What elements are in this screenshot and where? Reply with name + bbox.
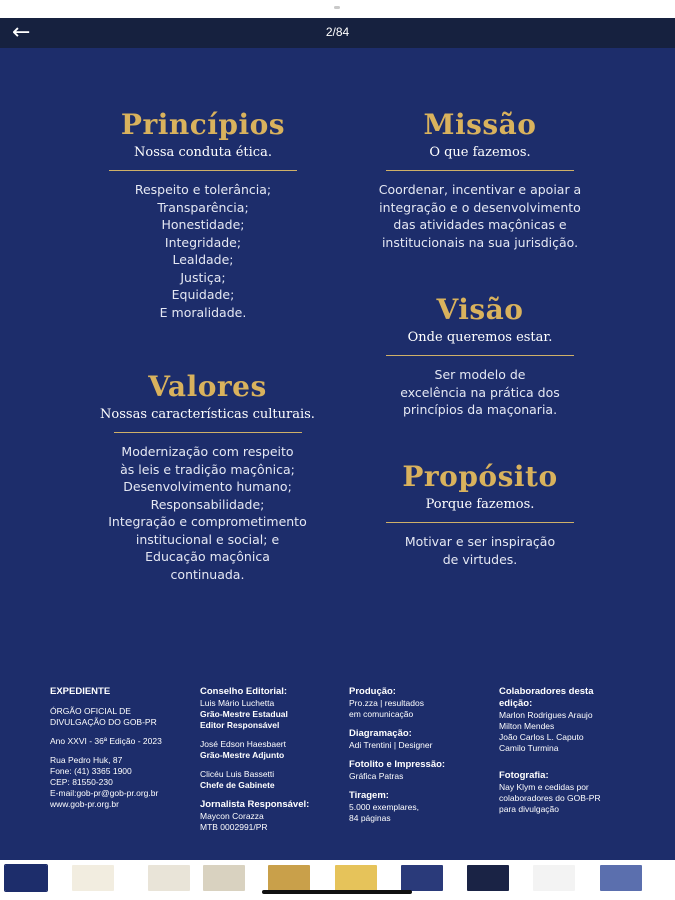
fotografia-heading: Fotografia: [499,770,549,781]
text-line: Pro.zza | resultados [349,698,424,708]
expediente-col-1 [50,686,190,810]
text-line: Adi Trentini | Designer [349,740,433,750]
text-line: Equidade; [171,287,235,302]
text-line: Transparência; [157,199,249,215]
producao-heading: Produção: [349,686,396,697]
visao-text [360,366,600,419]
text-line: Desenvolvimento humano; [123,479,292,494]
diagramacao-heading: Diagramação: [349,728,412,739]
page-thumbnail[interactable] [148,865,190,891]
text-line: de virtudes. [442,551,518,567]
proposito-title: Propósito [402,460,558,493]
expediente-heading: EXPEDIENTE [50,686,111,697]
section-visao [360,293,600,419]
text-line: MTB 0002991/PR [200,822,268,832]
text-line: continuada. [170,566,245,582]
page-thumbnail[interactable] [5,865,47,891]
expediente-col-4 [499,686,629,815]
proposito-text [360,533,600,568]
text-line: E moralidade. [159,304,247,320]
text-line: CEP: 81550-230 [50,777,113,787]
text-line: 84 páginas [349,813,391,823]
expediente-col-2 [200,686,340,833]
text-line: Lealdade; [172,252,234,267]
section-valores [80,370,335,583]
text-line: Justiça; [180,269,226,285]
page-thumbnail[interactable] [600,865,642,891]
visao-subtitle: Onde queremos estar. [407,330,553,345]
text-line: integração e o desenvolvimento [379,199,581,215]
valores-text [80,443,335,583]
tiragem-heading: Tiragem: [349,790,389,801]
magazine-page [0,48,675,860]
text-line: excelência na prática dos [400,384,560,400]
missao-title: Missão [423,108,537,141]
page-thumbnail[interactable] [72,865,114,891]
text-line: para divulgação [499,804,560,814]
text-line: João Carlos L. Caputo [499,732,584,742]
page-counter: 2/84 [325,25,350,39]
text-line: 5.000 exemplares, [349,802,419,812]
text-line: institucional e social; e [135,531,280,547]
principios-text [88,181,318,321]
section-proposito [360,460,600,568]
text-line: E-mail:gob-pr@gob-pr.org.br [50,788,159,798]
viewer-header [0,18,675,48]
visao-title: Visão [436,293,524,326]
expediente-col-3 [349,686,489,824]
text-line: Modernização com respeito [121,444,294,459]
text-line: Camilo Turmina [499,743,559,753]
text-line: Editor Responsável [200,720,280,730]
arrow-left-icon[interactable]: ← [12,20,31,45]
page-thumbnail[interactable] [533,865,575,891]
text-line: Ser modelo de [434,367,526,382]
edition-text: Ano XXVI - 36ª Edição - 2023 [50,736,162,746]
text-line: Fone: (41) 3365 1900 [50,766,132,776]
text-line: Rua Pedro Huk, 87 [50,755,123,765]
text-line: Luis Mário Luchetta [200,698,275,708]
text-line: José Edson Haesbaert [200,739,286,749]
text-line: Respeito e tolerância; [134,182,272,197]
text-line: Grão-Mestre Estadual [200,709,288,719]
colaboradores-heading-2: edição: [499,698,533,709]
valores-divider [114,432,302,433]
valores-subtitle: Nossas características culturais. [100,407,315,422]
text-line: Grão-Mestre Adjunto [200,750,285,760]
section-missao [350,108,610,251]
fotolito-heading: Fotolito e Impressão: [349,759,446,770]
page-thumbnail-strip [0,860,675,900]
text-line: Chefe de Gabinete [200,780,275,790]
page-thumbnail[interactable] [268,865,310,891]
text-line: Maycon Corazza [200,811,264,821]
principios-divider [109,170,297,171]
page-thumbnail[interactable] [335,865,377,891]
text-line: Clicéu Luis Bassetti [200,769,275,779]
missao-divider [386,170,574,171]
text-line: colaboradores do GOB-PR [499,793,601,803]
jornalista-heading: Jornalista Responsável: [200,799,310,810]
text-line: ÓRGÃO OFICIAL DE [50,706,131,716]
page-thumbnail[interactable] [467,865,509,891]
text-line: institucionais na sua jurisdição. [381,234,579,250]
page-thumbnail[interactable] [401,865,443,891]
text-line: Honestidade; [161,217,245,232]
text-line: Gráfica Patras [349,771,404,781]
principios-title: Princípios [120,108,286,141]
proposito-divider [386,522,574,523]
text-line: Coordenar, incentivar e apoiar a [378,182,582,197]
text-line: princípios da maçonaria. [402,402,558,417]
text-line: Motivar e ser inspiração [404,534,556,549]
page-thumbnail[interactable] [203,865,245,891]
section-principios [88,108,318,321]
home-indicator [262,890,412,894]
missao-text [350,181,610,251]
valores-title: Valores [148,370,267,403]
text-line: Integridade; [164,234,242,250]
conselho-heading: Conselho Editorial: [200,686,288,697]
text-line: www.gob-pr.org.br [50,799,119,809]
text-line: das atividades maçônicas e [393,217,567,232]
text-line: Milton Mendes [499,721,555,731]
text-line: em comunicação [349,709,414,719]
missao-subtitle: O que fazemos. [429,145,531,160]
colaboradores-heading: Colaboradores desta [499,686,594,697]
text-line: Integração e comprometimento [108,514,307,529]
text-line: às leis e tradição maçônica; [120,461,295,477]
principios-subtitle: Nossa conduta ética. [134,145,272,160]
text-line: Nay Klym e cedidas por [499,782,589,792]
text-line: Responsabilidade; [150,496,265,512]
visao-divider [386,355,574,356]
text-line: Educação maçônica [145,549,270,564]
text-line: Marlon Rodrigues Araujo [499,710,593,720]
status-strip [0,0,675,18]
text-line: DIVULGAÇÃO DO GOB-PR [50,717,157,727]
notch-indicator [334,6,340,9]
proposito-subtitle: Porque fazemos. [425,497,535,512]
